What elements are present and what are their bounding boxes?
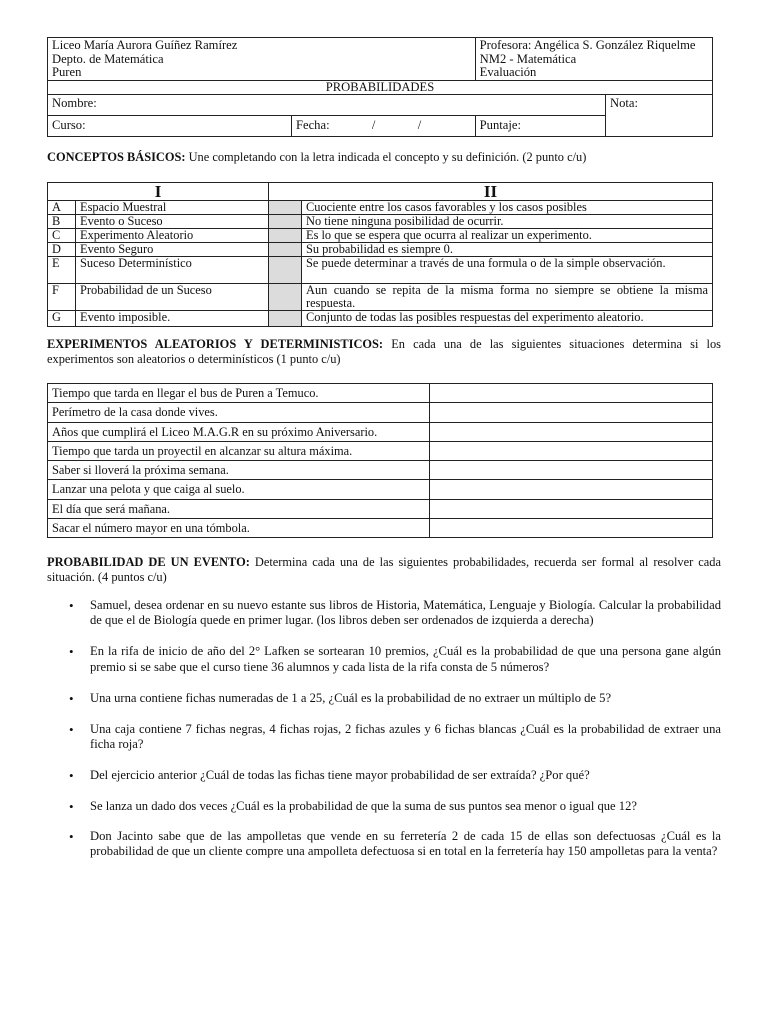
date-label: Fecha: [296, 117, 330, 132]
header-table [47, 37, 713, 137]
concept-row [48, 201, 713, 215]
problem-item [47, 644, 721, 674]
concept-row [48, 229, 713, 243]
answer-box[interactable] [269, 284, 302, 311]
answer-box[interactable] [269, 311, 302, 327]
date-field[interactable] [292, 115, 476, 136]
bullet-icon: • [69, 598, 74, 613]
situation-text: Tiempo que tarda un proyectil en alcanzar su altura máxima. [48, 441, 430, 460]
concept-definition: Es lo que se espera que ocurra al realizar un experimento. [302, 229, 713, 243]
concept-letter: F [48, 284, 76, 311]
answer-box[interactable] [269, 215, 302, 229]
situation-answer[interactable] [430, 499, 713, 518]
concept-letter: B [48, 215, 76, 229]
situation-row [48, 480, 713, 499]
section-instruction: Determina cada una de las siguientes probabilidades, recuerda ser formal al resolver cada situación. (4 puntos c/u) [47, 555, 721, 584]
name-field[interactable] [48, 94, 606, 115]
situation-text: Lanzar una pelota y que caiga al suelo. [48, 480, 430, 499]
situation-answer[interactable] [430, 441, 713, 460]
column-header-ii: II [269, 183, 713, 201]
problem-text: En la rifa de inicio de año del 2° Lafken se sortearan 10 premios, ¿Cuál es la probabilidad de que una persona gane algún premio si se sabe que el curso tiene 36 alumnos y cada lista de la rifa consta de 5 números? [90, 644, 721, 674]
concept-row [48, 243, 713, 257]
bullet-icon: • [69, 644, 74, 660]
problem-item [47, 799, 721, 814]
situation-row [48, 461, 713, 480]
situation-row [48, 384, 713, 403]
date-separator: / [417, 117, 422, 132]
bullet-icon: • [69, 828, 74, 844]
teacher-name: Profesora: Angélica S. González Riquelme [479, 38, 696, 52]
situation-answer[interactable] [430, 384, 713, 403]
problem-item [47, 829, 721, 859]
date-separator: / [371, 117, 376, 132]
course-code: NM2 - Matemática [479, 51, 577, 66]
concept-name: Suceso Determinístico [76, 257, 269, 284]
concept-definition: No tiene ninguna posibilidad de ocurrir. [302, 215, 713, 229]
concept-name: Experimento Aleatorio [76, 229, 269, 243]
situation-text: Sacar el número mayor en una tómbola. [48, 519, 430, 538]
problem-text: Del ejercicio anterior ¿Cuál de todas las fichas tiene mayor probabilidad de ser extraída? ¿Por qué? [90, 768, 590, 783]
concept-definition: Se puede determinar a través de una formula o de la simple observación. [302, 257, 713, 284]
bullet-icon: • [69, 798, 74, 814]
section-title: PROBABILIDAD DE UN EVENTO: [47, 555, 250, 569]
course-field[interactable] [48, 115, 292, 136]
situations-table [47, 383, 713, 538]
answer-box[interactable] [269, 229, 302, 243]
situation-row [48, 441, 713, 460]
problem-text: Una urna contiene fichas numeradas de 1 a 25, ¿Cuál es la probabilidad de no extraer un múltiplo de 5? [90, 690, 612, 705]
situation-text: El día que será mañana. [48, 499, 430, 518]
situation-text: Años que cumplirá el Liceo M.A.G.R en su próximo Aniversario. [48, 422, 430, 441]
situation-row [48, 403, 713, 422]
situation-answer[interactable] [430, 422, 713, 441]
situation-answer[interactable] [430, 519, 713, 538]
situation-text: Perímetro de la casa donde vives. [48, 403, 430, 422]
name-label: Nombre: [52, 95, 97, 110]
school-info [48, 38, 476, 81]
bullet-icon: • [69, 690, 74, 706]
problem-text: Una caja contiene 7 fichas negras, 4 fichas rojas, 2 fichas azules y 6 fichas blancas ¿Cuál es la probabilidad de extraer una ficha roja? [90, 722, 721, 752]
concept-letter: D [48, 243, 76, 257]
answer-box[interactable] [269, 243, 302, 257]
concept-row [48, 215, 713, 229]
section-experiments-heading [47, 337, 721, 367]
concept-definition: Conjunto de todas las posibles respuestas del experimento aleatorio. [302, 311, 713, 327]
concept-name: Evento Seguro [76, 243, 269, 257]
concept-letter: A [48, 201, 76, 215]
course-label: Curso: [52, 117, 86, 132]
answer-box[interactable] [269, 257, 302, 284]
problem-item [47, 598, 721, 628]
situation-row [48, 422, 713, 441]
concept-name: Espacio Muestral [76, 201, 269, 215]
score-field[interactable] [475, 115, 605, 136]
concept-letter: E [48, 257, 76, 284]
situation-answer[interactable] [430, 461, 713, 480]
problem-item [47, 722, 721, 752]
answer-box[interactable] [269, 201, 302, 215]
grade-field[interactable] [606, 94, 713, 136]
situation-answer[interactable] [430, 403, 713, 422]
school-name: Liceo María Aurora Guíñez Ramírez [52, 38, 238, 52]
score-label: Puntaje: [479, 117, 521, 132]
concept-letter: G [48, 311, 76, 327]
problem-text: Samuel, desea ordenar en su nuevo estante sus libros de Historia, Matemática, Lenguaje y Biología. Calcular la probabilidad de que el de Biología quede en primer lugar. (los libros deben ser ordenados de izquierda a derecha) [90, 598, 721, 628]
section-basic-concepts-heading [47, 150, 721, 165]
concept-row [48, 257, 713, 284]
concept-row [48, 284, 713, 311]
concept-name: Evento o Suceso [76, 215, 269, 229]
situation-row [48, 499, 713, 518]
section-instruction: En cada una de las siguientes situaciones determina si los experimentos son aleatorios o determinísticos (1 punto c/u) [47, 337, 721, 366]
concept-row [48, 311, 713, 327]
concept-name: Probabilidad de un Suceso [76, 284, 269, 311]
situation-text: Saber si lloverá la próxima semana. [48, 461, 430, 480]
section-probability-heading [47, 555, 721, 585]
concept-letter: C [48, 229, 76, 243]
situation-row [48, 519, 713, 538]
department: Depto. de Matemática [52, 51, 164, 66]
concept-definition: Su probabilidad es siempre 0. [302, 243, 713, 257]
column-header-i: I [48, 183, 269, 201]
section-title: CONCEPTOS BÁSICOS: [47, 150, 186, 164]
section-instruction: Une completando con la letra indicada el concepto y su definición. (2 punto c/u) [185, 150, 587, 164]
bullet-icon: • [69, 768, 74, 784]
grade-label: Nota: [610, 95, 638, 110]
teacher-info [475, 38, 712, 81]
evaluation-type: Evaluación [479, 65, 537, 80]
situation-answer[interactable] [430, 480, 713, 499]
matching-table [47, 182, 713, 327]
problems-list [47, 598, 721, 859]
problem-text: Se lanza un dado dos veces ¿Cuál es la probabilidad de que la suma de sus puntos sea menor o igual que 12? [90, 798, 637, 813]
problem-text: Don Jacinto sabe que de las ampolletas que vende en su ferretería 2 de cada 15 de ellas son defectuosas ¿Cuál es la probabilidad de que un cliente compre una ampolleta defectuosa si en total en la ferretería hay 150 ampolletas para la venta? [90, 828, 721, 859]
concept-definition: Cuociente entre los casos favorables y los casos posibles [302, 201, 713, 215]
city: Puren [52, 65, 82, 80]
problem-item [47, 691, 721, 706]
concept-definition: Aun cuando se repita de la misma forma no siempre se obtiene la misma respuesta. [302, 284, 713, 311]
page-title: PROBABILIDADES [48, 80, 713, 94]
problem-item [47, 768, 721, 783]
section-title: EXPERIMENTOS ALEATORIOS Y DETERMINISTICOS: [47, 337, 384, 351]
situation-text: Tiempo que tarda en llegar el bus de Puren a Temuco. [48, 384, 430, 403]
concept-name: Evento imposible. [76, 311, 269, 327]
bullet-icon: • [69, 722, 74, 738]
